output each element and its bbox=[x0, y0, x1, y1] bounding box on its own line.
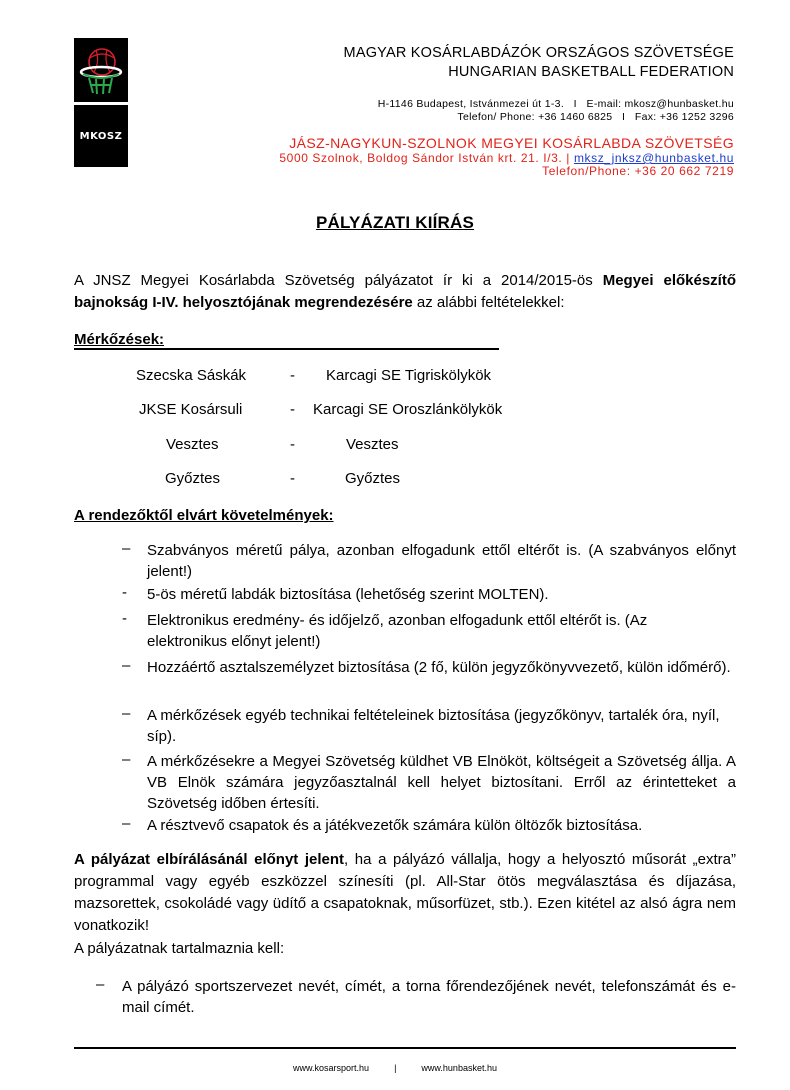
advantage-paragraph bbox=[74, 849, 736, 937]
federation-phone: Telefon/ Phone: +36 1460 6825 I Fax: +36 1252 3296 bbox=[457, 111, 734, 123]
requirement-item: Hozzáértő asztalszemélyzet biztosítása (2 fő, külön jegyzőkönyvvezető, külön időmérő). bbox=[147, 659, 731, 676]
requirement-item: Szabványos méretű pálya, azonban elfogadunk ettől eltérőt is. (A szabványos előnyt jelent!) bbox=[147, 542, 736, 580]
match-home: JKSE Kosársuli bbox=[139, 401, 243, 418]
intro-bold: Megyei előkészítő bajnokság I-IV. helyosztójának megrendezésére bbox=[74, 272, 737, 311]
bullet-dash: – bbox=[122, 751, 131, 768]
footer-link-kosarsport[interactable]: www.kosarsport.hu bbox=[293, 1063, 370, 1073]
mkosz-basketball-logo bbox=[74, 38, 128, 102]
match-separator: - bbox=[290, 436, 295, 453]
footer-rule bbox=[74, 1047, 736, 1049]
bullet-dash: – bbox=[122, 657, 131, 674]
bullet-dash: - bbox=[122, 584, 127, 601]
match-away: Vesztes bbox=[346, 436, 399, 453]
requirement-item: A mérkőzésekre a Megyei Szövetség küldhet VB Elnököt, költségeit a Szövetség állja. A VB Elnök számára jegyzőasztalnál kell helyet biztosítani. Erről az érintetteket a Szövetség időben értesíti. bbox=[147, 753, 736, 812]
requirement-item: A résztvevő csapatok és a játékvezetők számára külön öltözők biztosítása. bbox=[147, 817, 643, 834]
footer-link-hunbasket[interactable]: www.hunbasket.hu bbox=[421, 1063, 497, 1073]
bullet-dash: – bbox=[122, 815, 131, 832]
match-away: Győztes bbox=[345, 470, 401, 487]
page-title: PÁLYÁZATI KIÍRÁS bbox=[315, 213, 475, 232]
intro-text-end: az alábbi feltételekkel: bbox=[412, 294, 565, 311]
footer-separator: | bbox=[394, 1063, 397, 1073]
match-away: Karcagi SE Oroszlánkölykök bbox=[313, 401, 503, 418]
contents-heading: A pályázatnak tartalmaznia kell: bbox=[74, 940, 285, 957]
county-phone: Telefon/Phone: +36 20 662 7219 bbox=[542, 164, 734, 178]
bullet-dash: – bbox=[122, 540, 131, 557]
county-email-link[interactable]: mksz_jnksz@hunbasket.hu bbox=[573, 151, 734, 165]
footer-links bbox=[0, 1063, 790, 1073]
match-home: Vesztes bbox=[166, 436, 219, 453]
match-away: Karcagi SE Tigriskölykök bbox=[326, 367, 492, 384]
match-home: Szecska Sáskák bbox=[136, 367, 247, 384]
basketball-hoop-icon bbox=[74, 38, 128, 102]
federation-name-en: HUNGARIAN BASKETBALL FEDERATION bbox=[448, 64, 734, 80]
matches-heading: Mérkőzések: bbox=[74, 331, 165, 348]
match-home: Győztes bbox=[165, 470, 221, 487]
requirement-item: 5-ös méretű labdák biztosítása (lehetőség szerint MOLTEN). bbox=[147, 586, 549, 603]
matches-heading-rule bbox=[74, 348, 499, 350]
county-address: 5000 Szolnok, Boldog Sándor István krt. 21. I/3. | bbox=[279, 151, 574, 165]
requirements-heading: A rendezőktől elvárt követelmények: bbox=[74, 507, 334, 524]
match-separator: - bbox=[290, 367, 295, 384]
match-separator: - bbox=[290, 470, 295, 487]
contents-item: A pályázó sportszervezet nevét, címét, a torna főrendezőjének nevét, telefonszámát és e-mail címét. bbox=[122, 978, 736, 1016]
bullet-dash: – bbox=[96, 976, 105, 993]
logo-text: MKOSZ bbox=[79, 130, 123, 142]
county-federation-name: JÁSZ-NAGYKUN-SZOLNOK MEGYEI KOSÁRLABDA SZÖVETSÉG bbox=[289, 135, 734, 151]
match-separator: - bbox=[290, 401, 295, 418]
advantage-bold: A pályázat elbírálásánál előnyt jelent bbox=[74, 851, 345, 868]
requirement-item: A mérkőzések egyéb technikai feltételeinek biztosítása (jegyzőkönyv, tartalék óra, nyíl, síp). bbox=[147, 707, 720, 745]
intro-text: A JNSZ Megyei Kosárlabda Szövetség pályázatot ír ki a 2014/2015-ös bbox=[74, 272, 603, 289]
intro-paragraph bbox=[74, 270, 736, 314]
mkosz-wordmark bbox=[74, 105, 128, 167]
bullet-dash: – bbox=[122, 705, 131, 722]
federation-name-hu: MAGYAR KOSÁRLABDÁZÓK ORSZÁGOS SZÖVETSÉGE bbox=[343, 45, 734, 61]
advantage-text: , ha a pályázó vállalja, hogy a helyosztó műsorát „extra” programmal vagy egyéb eszközzel színesíti (pl. All-Star ötös megválasztása és díjazása, mazsorettek, csokoládé vagy üdítő a csapatoknak, műsorfüzet, stb.). Ezen kitétel az alsó ágra nem vonatkozik! bbox=[74, 851, 736, 934]
bullet-dash: - bbox=[122, 610, 127, 627]
requirement-item: Elektronikus eredmény- és időjelző, azonban elfogadunk ettől eltérőt is. (Az elektronikus előnyt jelent!) bbox=[147, 612, 648, 650]
federation-address: H-1146 Budapest, Istvánmezei út 1-3. I E-mail: mkosz@hunbasket.hu bbox=[377, 98, 734, 110]
county-address-line bbox=[279, 151, 734, 165]
